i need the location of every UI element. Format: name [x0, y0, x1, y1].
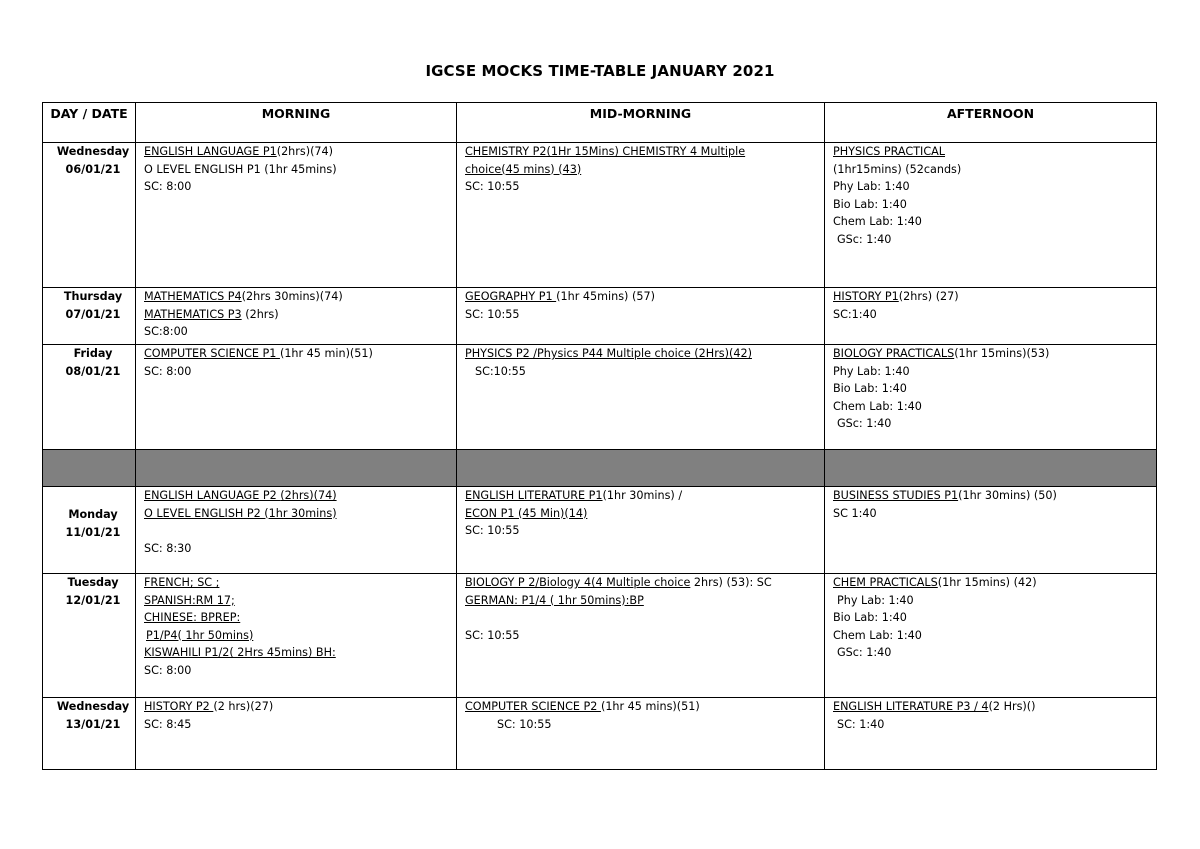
- exam-line: O LEVEL ENGLISH P1 (1hr 45mins): [144, 162, 337, 176]
- morning-cell: [136, 345, 457, 450]
- header-mid-morning: MID-MORNING: [457, 103, 825, 143]
- separator-cell: [457, 450, 825, 487]
- separator-cell: [825, 450, 1157, 487]
- lab-time: GSc: 1:40: [837, 417, 892, 430]
- exam-time: SC: 10:55: [465, 307, 520, 321]
- exam-time: SC: 8:30: [144, 541, 192, 555]
- exam-detail: (1hr 15mins) (42): [937, 576, 1037, 589]
- exam-time: SC: 8:00: [144, 364, 192, 378]
- lab-time: Chem Lab: 1:40: [833, 215, 922, 228]
- exam-title: BIOLOGY PRACTICALS: [833, 347, 955, 360]
- exam-title: MATHEMATICS P4: [144, 290, 242, 303]
- exam-time: SC:10:55: [475, 364, 526, 378]
- exam-title: KISWAHILI P1/2( 2Hrs 45mins) BH:: [144, 646, 336, 659]
- exam-detail: (1hr 45 min)(51): [279, 347, 373, 360]
- exam-title: ECON P1 (45 Min)(14): [465, 506, 588, 520]
- exam-detail: (1hr 30mins) /: [602, 489, 683, 502]
- afternoon-cell: [825, 698, 1157, 770]
- morning-cell: [136, 487, 457, 574]
- mid-morning-cell: [457, 143, 825, 288]
- exam-title: GEOGRAPHY P1: [465, 290, 557, 303]
- exam-detail: (1hr15mins) (52cands): [833, 162, 962, 176]
- mid-morning-cell: [457, 288, 825, 345]
- day-cell: [43, 143, 136, 288]
- exam-time: SC: 10:55: [497, 717, 552, 731]
- exam-title: GERMAN: P1/4 ( 1hr 50mins):BP: [465, 593, 644, 607]
- exam-detail: (1hr 45mins) (57): [556, 290, 655, 303]
- morning-cell: [136, 698, 457, 770]
- day-name: Wednesday: [56, 145, 130, 158]
- exam-detail: 2hrs) (53): SC: [690, 576, 772, 589]
- exam-title: CHEMISTRY P2(1Hr 15Mins) CHEMISTRY 4 Multiple: [465, 145, 746, 158]
- exam-title: SPANISH:RM 17;: [144, 593, 235, 607]
- exam-detail: (1hr 45 mins)(51): [600, 700, 700, 713]
- afternoon-cell: [825, 345, 1157, 450]
- exam-time: SC: 1:40: [837, 717, 885, 731]
- afternoon-cell: [825, 487, 1157, 574]
- exam-time: SC: 8:45: [144, 717, 192, 731]
- day-name: Monday: [68, 508, 118, 521]
- separator-cell: [136, 450, 457, 487]
- lab-time: Bio Lab: 1:40: [833, 382, 907, 395]
- exam-title: COMPUTER SCIENCE P1: [144, 347, 280, 360]
- exam-title: ENGLISH LITERATURE P1: [465, 489, 603, 502]
- exam-time: SC: 8:00: [144, 663, 192, 677]
- mid-morning-cell: [457, 698, 825, 770]
- day-date: 13/01/21: [65, 717, 121, 731]
- header-afternoon: AFTERNOON: [825, 103, 1157, 143]
- exam-detail: (2 Hrs)(): [988, 700, 1036, 713]
- timetable: [42, 102, 1157, 770]
- exam-time: SC:8:00: [144, 325, 188, 338]
- day-name: Tuesday: [67, 576, 119, 589]
- exam-detail: (2 hrs)(27): [213, 700, 274, 713]
- day-date: 11/01/21: [65, 525, 121, 539]
- exam-title: MATHEMATICS P3: [144, 307, 242, 321]
- day-name: Thursday: [63, 290, 123, 303]
- exam-title: ENGLISH LANGUAGE P1: [144, 145, 277, 158]
- exam-title: CHEM PRACTICALS: [833, 576, 938, 589]
- exam-time: SC:1:40: [833, 307, 877, 321]
- lab-time: Phy Lab: 1:40: [833, 364, 910, 378]
- morning-cell: [136, 288, 457, 345]
- exam-detail: (2hrs)(74): [276, 145, 334, 158]
- exam-time: SC: 10:55: [465, 524, 520, 537]
- table-row: [43, 345, 1157, 450]
- afternoon-cell: [825, 574, 1157, 698]
- day-cell: [43, 345, 136, 450]
- morning-cell: [136, 574, 457, 698]
- lab-time: Bio Lab: 1:40: [833, 611, 907, 624]
- day-name: Friday: [73, 347, 113, 360]
- separator-cell: [43, 450, 136, 487]
- exam-detail: (1hr 30mins) (50): [958, 489, 1057, 502]
- exam-detail: (2hrs 30mins)(74): [241, 290, 343, 303]
- lab-time: Phy Lab: 1:40: [837, 593, 914, 607]
- exam-detail: P1/P4( 1hr 50mins): [146, 628, 254, 642]
- day-date: 06/01/21: [65, 162, 121, 176]
- exam-detail: (2hrs) (27): [898, 290, 959, 303]
- mid-morning-cell: [457, 345, 825, 450]
- day-cell: [43, 288, 136, 345]
- lab-time: Phy Lab: 1:40: [833, 180, 910, 193]
- exam-title: CHINESE: BPREP:: [144, 611, 241, 624]
- table-row: [43, 143, 1157, 288]
- exam-title: O LEVEL ENGLISH P2 (1hr 30mins): [144, 506, 337, 520]
- mid-morning-cell: [457, 487, 825, 574]
- exam-title: PHYSICS PRACTICAL: [833, 145, 946, 158]
- mid-morning-cell: [457, 574, 825, 698]
- exam-detail: (2hrs)(74): [280, 489, 337, 502]
- day-cell: [43, 698, 136, 770]
- day-name: Wednesday: [56, 700, 130, 713]
- exam-detail: (1hr 15mins)(53): [954, 347, 1050, 360]
- day-date: 07/01/21: [65, 307, 121, 321]
- table-row: [43, 487, 1157, 574]
- day-date: 08/01/21: [65, 364, 121, 378]
- table-row: [43, 698, 1157, 770]
- exam-title: COMPUTER SCIENCE P2: [465, 700, 601, 713]
- separator-row: [43, 450, 1157, 487]
- exam-detail: (2hrs): [241, 307, 279, 321]
- lab-time: Bio Lab: 1:40: [833, 197, 907, 211]
- exam-time: SC: 10:55: [465, 628, 520, 642]
- day-cell: [43, 487, 136, 574]
- header-day: DAY / DATE: [43, 103, 136, 143]
- exam-time: SC: 10:55: [465, 180, 520, 193]
- exam-title: ENGLISH LITERATURE P3 / 4: [833, 700, 989, 713]
- table-row: [43, 288, 1157, 345]
- lab-time: GSc: 1:40: [837, 646, 892, 659]
- morning-cell: [136, 143, 457, 288]
- exam-title: HISTORY P1: [833, 290, 899, 303]
- day-cell: [43, 574, 136, 698]
- exam-time: SC 1:40: [833, 506, 877, 520]
- header-morning: MORNING: [136, 103, 457, 143]
- page-title: IGCSE MOCKS TIME-TABLE JANUARY 2021: [425, 62, 775, 80]
- lab-time: Chem Lab: 1:40: [833, 399, 922, 413]
- exam-time: SC: 8:00: [144, 180, 192, 193]
- header-row: [43, 103, 1157, 143]
- table-row: [43, 574, 1157, 698]
- afternoon-cell: [825, 143, 1157, 288]
- exam-title: ENGLISH LANGUAGE P2: [144, 489, 281, 502]
- exam-detail: choice(45 mins) (43): [465, 162, 582, 176]
- exam-title: PHYSICS P2 /Physics P44 Multiple choice (2Hrs)(42): [465, 347, 752, 360]
- exam-title: BUSINESS STUDIES P1: [833, 489, 959, 502]
- exam-title: BIOLOGY P 2/Biology 4(4 Multiple choice: [465, 576, 691, 589]
- day-date: 12/01/21: [65, 593, 121, 607]
- afternoon-cell: [825, 288, 1157, 345]
- lab-time: Chem Lab: 1:40: [833, 628, 922, 642]
- exam-title: HISTORY P2: [144, 700, 214, 713]
- lab-time: GSc: 1:40: [837, 232, 892, 246]
- exam-title: FRENCH; SC ;: [144, 576, 220, 589]
